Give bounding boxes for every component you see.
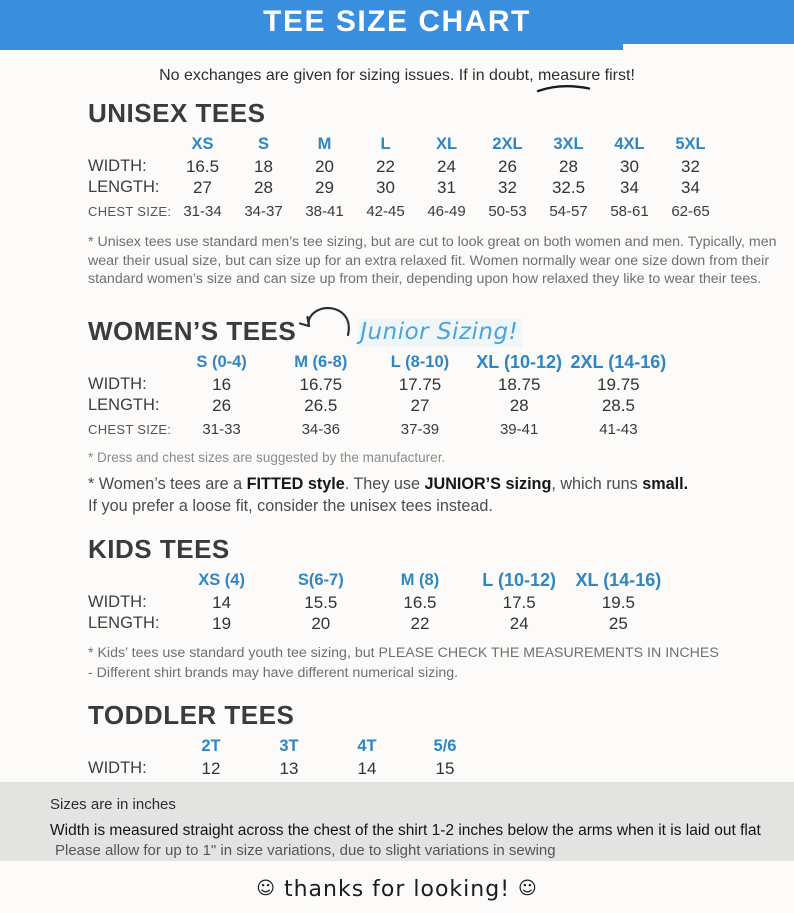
womens-manufacturer-note: * Dress and chest sizes are suggested by the manufacturer. <box>88 450 446 466</box>
measurement-cell: 22 <box>410 613 430 633</box>
measurement-cell: 31-33 <box>202 421 241 439</box>
measurement-cell: 18.75 <box>497 375 541 395</box>
measurement-cell: 28 <box>559 157 578 176</box>
measurement-cell: 31-34 <box>183 203 222 220</box>
measurement-cell: 19.75 <box>597 375 640 395</box>
measurement-cell: 13 <box>279 758 299 778</box>
measure-row-label: WIDTH: <box>88 758 147 777</box>
measurement-cell: 34 <box>620 178 639 197</box>
size-column-header: XS (4) <box>198 570 245 589</box>
corner-cell <box>88 736 172 758</box>
measurement-cell: 20 <box>315 157 334 176</box>
content-area <box>0 98 794 800</box>
size-column-header: 4XL <box>614 135 645 153</box>
thanks-message <box>0 877 794 902</box>
header-bar <box>0 0 794 44</box>
size-column-header: L (8-10) <box>390 353 450 372</box>
footer-line-width: Width is measured straight across the chest of the shirt 1-2 inches below the arms when it is laid out flat <box>50 822 761 839</box>
measurement-cell: 32 <box>681 157 700 176</box>
measurement-cell: 27 <box>193 178 212 197</box>
kids-size-table <box>88 570 668 634</box>
toddler-section-title: TODDLER TEES <box>88 699 295 730</box>
size-column-header: S (0-4) <box>196 353 247 372</box>
size-column-header: XL <box>435 135 458 153</box>
measurement-cell: 24 <box>437 157 456 176</box>
thanks-text: thanks for looking! <box>283 877 511 902</box>
measurement-cell: 28 <box>509 396 529 416</box>
measurement-cell: 32.5 <box>551 178 586 197</box>
measurement-cell: 12 <box>201 758 221 778</box>
size-column-header: 2T <box>201 736 221 755</box>
underline-swoosh-icon <box>536 84 592 93</box>
measurement-cell: 17.75 <box>398 375 442 395</box>
measurement-cell: 32 <box>498 178 517 197</box>
measurement-cell: 54-57 <box>549 203 588 220</box>
page-title: TEE SIZE CHART <box>263 5 531 38</box>
measurement-info-footer <box>0 782 794 861</box>
measurement-row <box>88 198 721 222</box>
curved-arrow-icon <box>298 303 354 339</box>
size-column-header: XL (10-12) <box>476 352 562 373</box>
footer-line-inches: Sizes are in inches <box>50 796 176 813</box>
measurement-cell: 50-53 <box>488 203 527 220</box>
measurement-row <box>88 758 484 779</box>
womens-size-table <box>88 352 668 440</box>
measurement-cell: 17.5 <box>502 592 536 612</box>
size-column-header: 2XL <box>492 135 523 153</box>
size-column-header: 5XL <box>675 135 706 153</box>
junior-sizing-annotation: Junior Sizing! <box>358 319 522 347</box>
measurement-row <box>88 613 668 634</box>
size-column-header: M <box>317 135 332 153</box>
measurement-cell: 41-43 <box>599 421 638 439</box>
measure-row-label: CHEST SIZE: <box>88 422 172 438</box>
measurement-cell: 30 <box>376 178 395 197</box>
measure-row-label: LENGTH: <box>88 178 160 196</box>
size-header-row <box>88 352 668 374</box>
measurement-cell: 31 <box>437 178 456 197</box>
unisex-note: * Unisex tees use standard men’s tee sizing, but are cut to look great on both women and men. Typically, men wear their usual size, but can size up for an extra relaxed fit. Women normally wear one size down from their standard women’s size and can size up from their, depending upon how relaxed they like to wear their tees. <box>88 234 777 288</box>
size-column-header: M (6-8) <box>294 353 348 372</box>
measurement-cell: 16.75 <box>299 375 343 395</box>
measure-row-label: WIDTH: <box>88 592 147 611</box>
measurement-cell: 34-36 <box>301 421 340 439</box>
measurement-cell: 26 <box>212 396 232 416</box>
measure-row-label: WIDTH: <box>88 375 147 394</box>
measurement-cell: 26.5 <box>304 396 338 416</box>
measurement-cell: 22 <box>376 157 395 176</box>
size-column-header: XL (14-16) <box>575 569 662 590</box>
measurement-cell: 62-65 <box>671 203 710 220</box>
womens-fitted-note: * Women’s tees are a FITTED style. They use JUNIOR’S sizing, which runs small. If you prefer a loose fit, consider the unisex tees instead. <box>88 475 689 515</box>
measurement-cell: 20 <box>311 613 331 633</box>
size-column-header: 4T <box>357 736 377 755</box>
measurement-cell: 46-49 <box>427 203 466 220</box>
measurement-cell: 24 <box>509 613 529 633</box>
measure-row-label: LENGTH: <box>88 613 160 632</box>
measurement-cell: 34 <box>681 178 700 197</box>
measure-word: measure <box>538 67 600 85</box>
exchange-notice <box>19 67 775 85</box>
size-column-header: 5/6 <box>433 736 457 755</box>
size-column-header: XS <box>191 135 214 153</box>
womens-title-row <box>88 303 794 347</box>
size-header-row <box>88 736 484 758</box>
measurement-cell: 37-39 <box>400 421 440 439</box>
unisex-section <box>88 98 794 289</box>
size-column-header: M (8) <box>400 570 440 589</box>
size-column-header: L <box>380 135 391 153</box>
measurement-cell: 26 <box>498 157 517 176</box>
header-substrip <box>0 44 623 50</box>
size-column-header: 3XL <box>553 135 584 153</box>
measurement-row <box>88 416 668 440</box>
notice-text-before: No exchanges are given for sizing issues. If in doubt, <box>159 67 538 84</box>
measurement-cell: 28.5 <box>601 396 635 416</box>
measurement-cell: 15.5 <box>304 592 338 612</box>
measurement-cell: 16.5 <box>185 157 220 176</box>
notice-text-after: first! <box>600 67 635 84</box>
measurement-cell: 14 <box>357 758 377 778</box>
measurement-cell: 16.5 <box>403 592 437 612</box>
measurement-cell: 15 <box>435 758 455 778</box>
measurement-cell: 19 <box>212 613 232 633</box>
measurement-cell: 27 <box>410 396 430 416</box>
measurement-row <box>88 395 668 416</box>
smiley-icon-right: ☺ <box>518 878 538 899</box>
measurement-cell: 14 <box>212 592 232 612</box>
measurement-cell: 58-61 <box>610 203 649 220</box>
unisex-section-title: UNISEX TEES <box>88 98 266 128</box>
measurement-row <box>88 374 668 395</box>
measurement-cell: 18 <box>254 157 273 176</box>
measurement-cell: 34-37 <box>244 203 283 220</box>
measurement-cell: 19.5 <box>601 592 635 612</box>
corner-cell <box>88 352 172 374</box>
size-column-header: 3T <box>279 736 299 755</box>
measurement-cell: 16 <box>212 375 232 395</box>
measurement-cell: 38-41 <box>305 203 344 220</box>
measurement-cell: 42-45 <box>366 203 405 220</box>
size-column-header: L (10-12) <box>482 569 556 590</box>
size-header-row <box>88 134 721 156</box>
measurement-row <box>88 177 721 198</box>
kids-section-title: KIDS TEES <box>88 533 230 564</box>
measurement-cell: 25 <box>608 613 628 633</box>
measure-row-label: CHEST SIZE: <box>88 204 172 219</box>
footer-line-variation: Please allow for up to 1" in size variations, due to slight variations in sewing <box>55 842 556 859</box>
womens-section <box>88 303 794 517</box>
measure-row-label: WIDTH: <box>88 157 147 175</box>
measurement-row <box>88 592 668 613</box>
unisex-size-table <box>88 134 721 222</box>
kids-note: * Kids’ tees use standard youth tee sizing, but PLEASE CHECK THE MEASUREMENTS IN INCHES - Different shirt brands may have different numerical sizing. <box>88 644 719 681</box>
size-column-header: 2XL (14-16) <box>570 352 667 373</box>
measure-row-label: LENGTH: <box>88 396 160 415</box>
corner-cell <box>88 134 172 156</box>
womens-section-title: WOMEN’S TEES <box>88 316 297 347</box>
size-header-row <box>88 570 668 592</box>
kids-section <box>88 534 794 684</box>
measurement-cell: 29 <box>315 178 334 197</box>
measurement-cell: 39-41 <box>499 421 539 439</box>
size-column-header: S <box>257 135 269 153</box>
corner-cell <box>88 570 172 592</box>
measurement-cell: 30 <box>620 157 639 176</box>
smiley-icon-left: ☺ <box>256 878 276 899</box>
measurement-cell: 28 <box>254 178 273 197</box>
measurement-row <box>88 156 721 177</box>
size-column-header: S(6-7) <box>297 570 344 589</box>
